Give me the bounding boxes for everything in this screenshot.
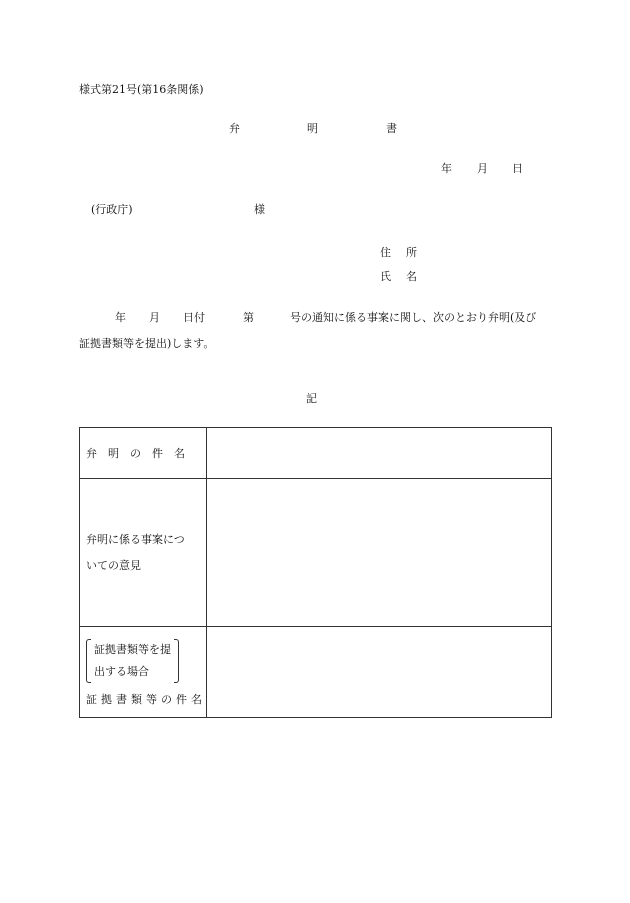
- address-label: 住 所: [380, 246, 417, 259]
- name-label: 氏 名: [380, 270, 417, 283]
- opinion-field[interactable]: [207, 479, 552, 627]
- addressee-agency: (行政庁): [91, 203, 133, 216]
- evidence-label: 証拠書類等を提 出する場合 証拠書類等の件名: [80, 627, 207, 718]
- body-line-2: 証拠書類等を提出)します。: [79, 337, 215, 350]
- matter-title-label: 弁明の件名: [80, 428, 207, 479]
- table-row: [80, 428, 552, 479]
- form-number: 様式第21号(第16条関係): [79, 83, 204, 96]
- matter-title-field[interactable]: [207, 428, 552, 479]
- statement-table: [79, 427, 552, 718]
- ki-heading: 記: [306, 392, 317, 405]
- table-row: [80, 627, 552, 718]
- title-char-sho: 書: [386, 122, 397, 135]
- date-month: 月: [477, 162, 488, 175]
- opinion-label: 弁明に係る事案につ いての意見: [80, 479, 207, 627]
- date-year: 年: [441, 162, 452, 175]
- table-row: [80, 479, 552, 627]
- addressee-honorific: 様: [254, 203, 265, 216]
- date-day: 日: [512, 162, 523, 175]
- evidence-field[interactable]: [207, 627, 552, 718]
- title-char-ben: 弁: [229, 122, 240, 135]
- title-char-mei: 明: [307, 122, 318, 135]
- evidence-note: 証拠書類等を提 出する場合: [86, 637, 179, 685]
